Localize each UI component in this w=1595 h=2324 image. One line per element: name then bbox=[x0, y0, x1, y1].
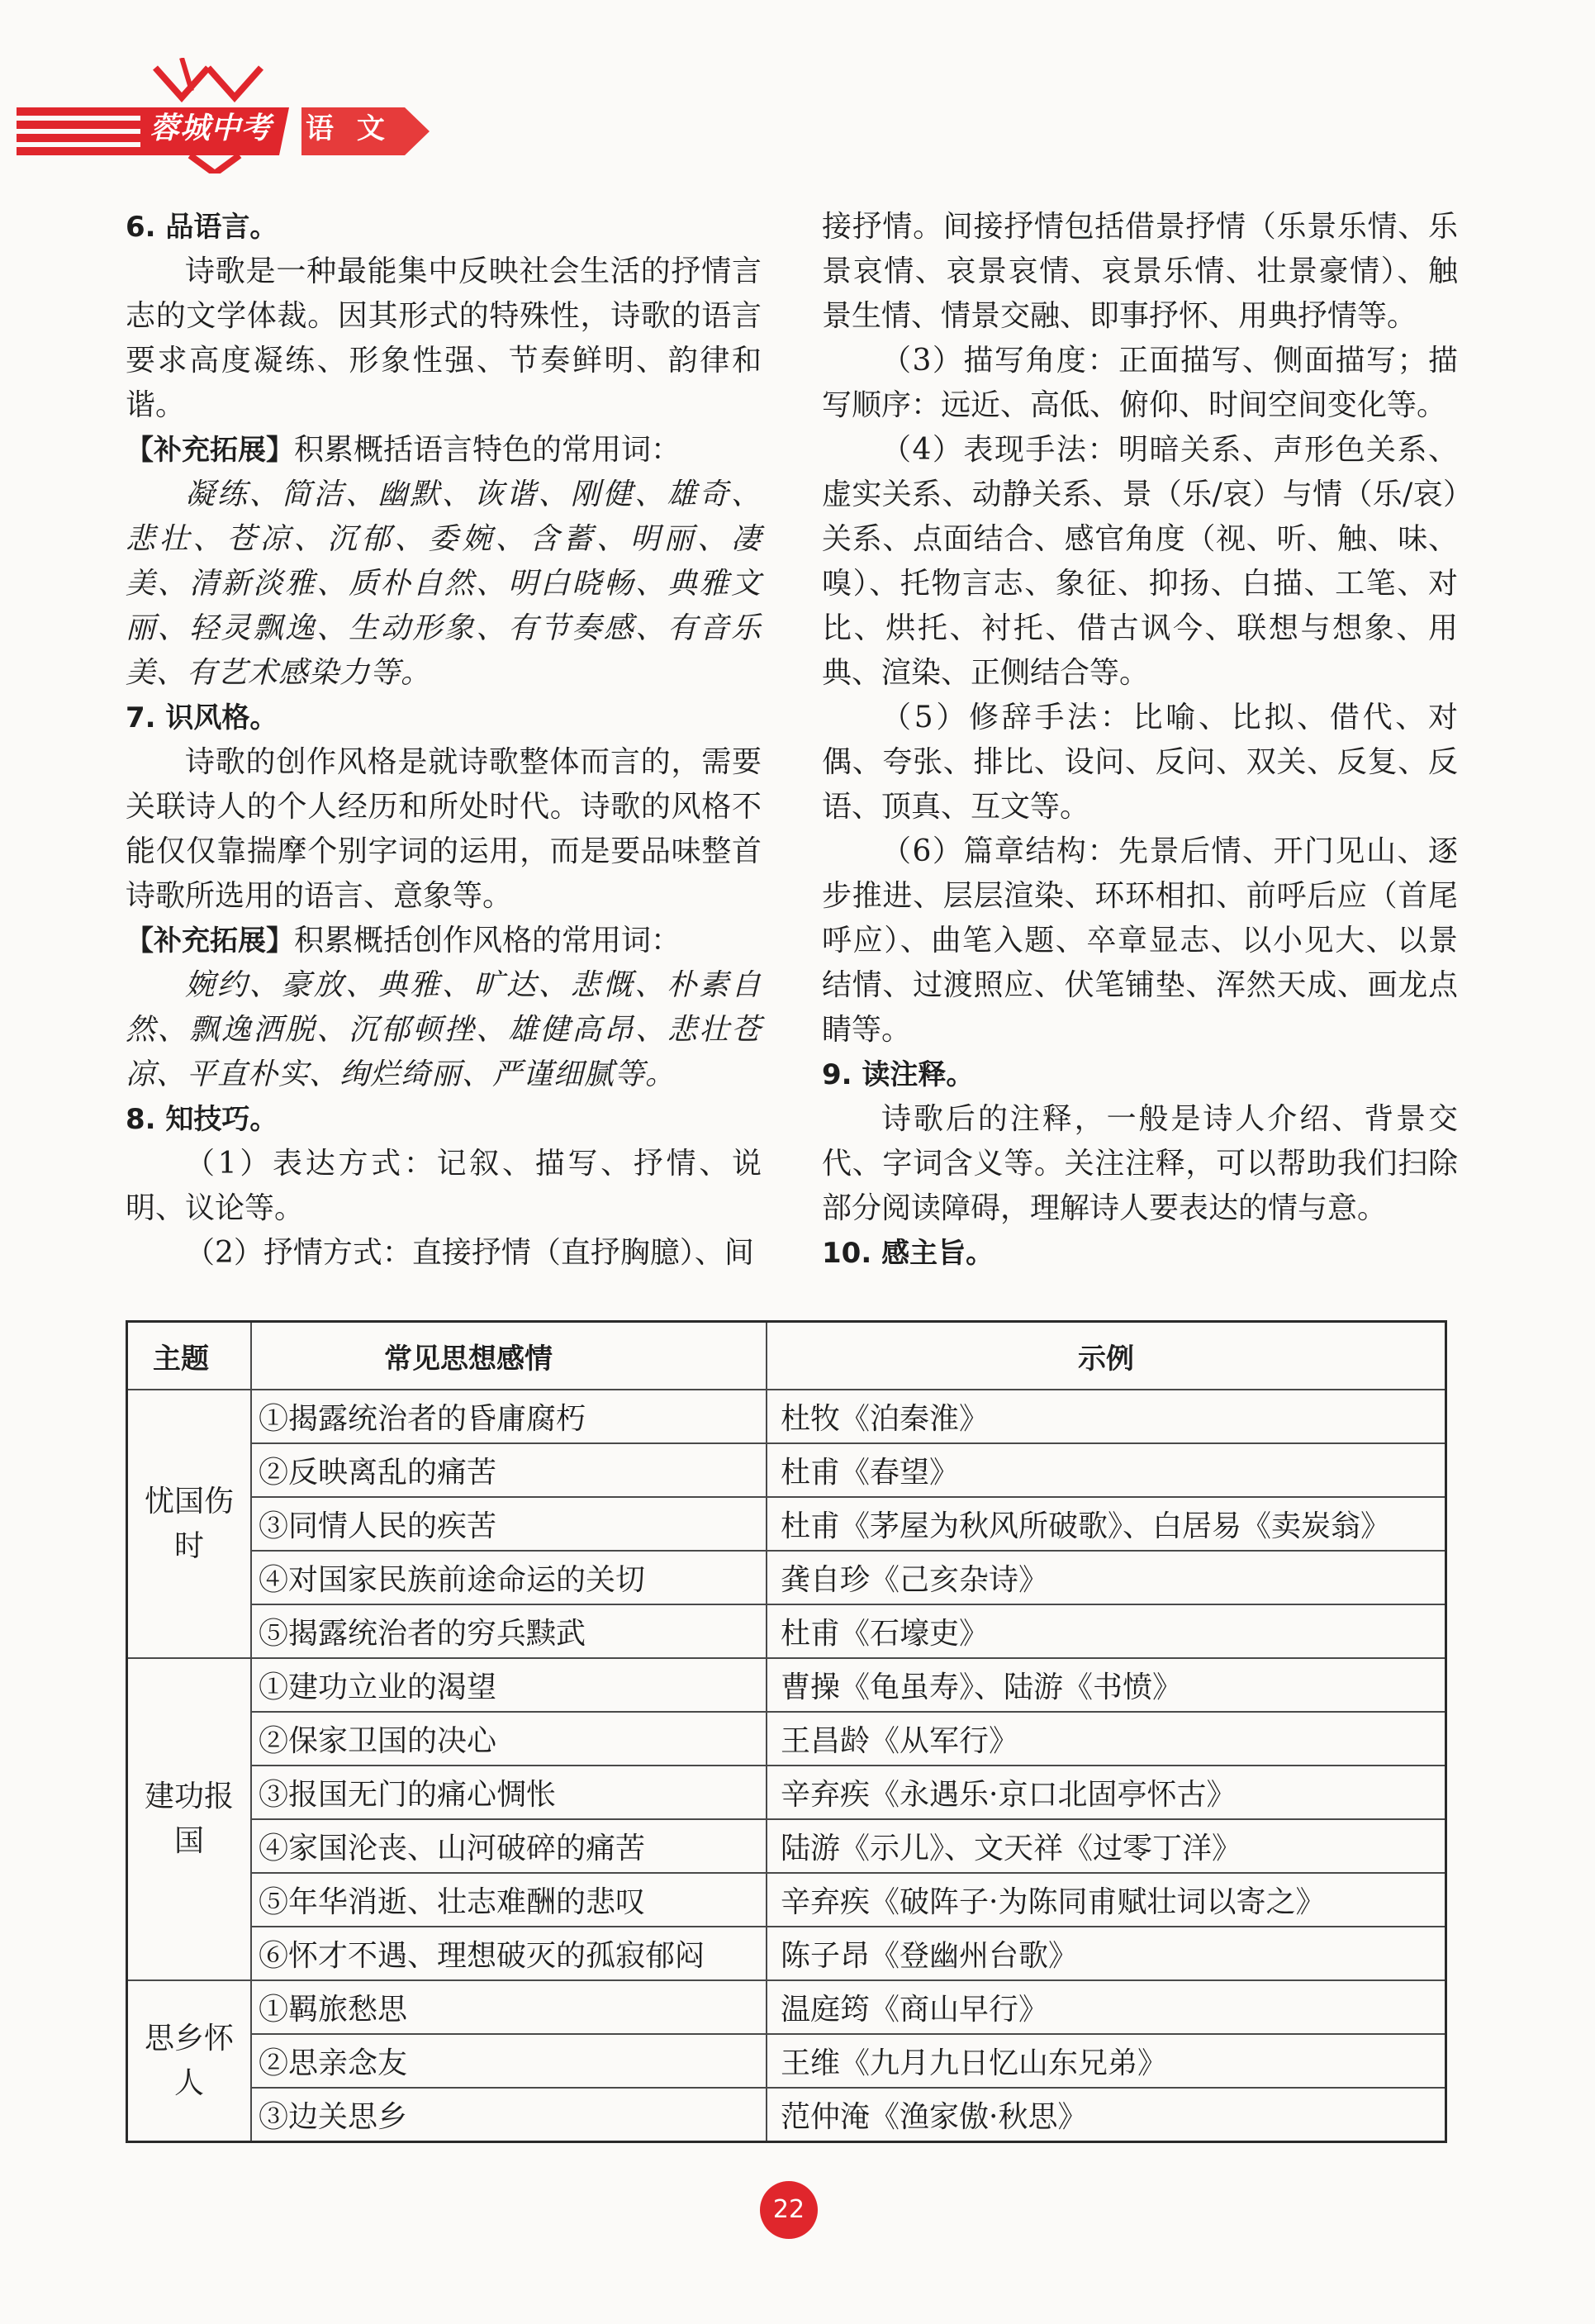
table-row bbox=[127, 2088, 1446, 2142]
feeling-cell: ③同情人民的疾苦 bbox=[251, 1497, 767, 1551]
theme-cell: 忧国伤时 bbox=[127, 1390, 252, 1658]
section-8-item-6: （6）篇章结构：先景后情、开门见山、逐步推进、层层渲染、环环相扣、前呼后应（首尾呼应）、曲笔入题、卒章显志、以小见大、以景结情、过渡照应、伏笔铺垫、浑然天成、画龙点睛等。 bbox=[822, 834, 1458, 1047]
example-cell: 杜牧《泊秦淮》 bbox=[767, 1390, 1446, 1443]
example-cell: 王维《九月九日忆山东兄弟》 bbox=[767, 2034, 1446, 2088]
section-7-title: 7. 识风格。 bbox=[126, 701, 278, 734]
feeling-cell: ⑥怀才不遇、理想破灭的孤寂郁闷 bbox=[251, 1927, 767, 1980]
section-9-paragraph: 诗歌后的注释，一般是诗人介绍、背景交代、字词含义等。关注注释，可以帮助我们扫除部分阅读障碍，理解诗人要表达的情与意。 bbox=[822, 1102, 1458, 1225]
theme-feelings-table bbox=[126, 1320, 1447, 2143]
example-cell: 辛弃疾《破阵子·为陈同甫赋壮词以寄之》 bbox=[767, 1873, 1446, 1927]
section-8-item-2: （2）抒情方式：直接抒情（直抒胸臆）、间 bbox=[185, 1236, 754, 1270]
header-theme: 主题 bbox=[127, 1322, 252, 1390]
section-9-title: 9. 读注释。 bbox=[822, 1058, 975, 1091]
table-row bbox=[127, 1927, 1446, 1980]
section-10-title: 10. 感主旨。 bbox=[822, 1237, 995, 1270]
example-cell: 王昌龄《从军行》 bbox=[767, 1712, 1446, 1766]
example-cell: 辛弃疾《永遇乐·京口北固亭怀古》 bbox=[767, 1766, 1446, 1819]
page-header bbox=[0, 0, 1595, 198]
section-6-paragraph: 诗歌是一种最能集中反映社会生活的抒情言志的文学体裁。因其形式的特殊性，诗歌的语言要求高度凝练、形象性强、节奏鲜明、韵律和谐。 bbox=[126, 254, 762, 422]
feeling-cell: ②思亲念友 bbox=[251, 2034, 767, 2088]
example-cell: 杜甫《茅屋为秋风所破歌》、白居易《卖炭翁》 bbox=[767, 1497, 1446, 1551]
example-cell: 陈子昂《登幽州台歌》 bbox=[767, 1927, 1446, 1980]
feeling-cell: ④家国沦丧、山河破碎的痛苦 bbox=[251, 1819, 767, 1873]
section-8-item-5: （5）修辞手法：比喻、比拟、借代、对偶、夸张、排比、设问、反问、双关、反复、反语、顶真、互文等。 bbox=[822, 701, 1458, 824]
table-row bbox=[127, 2034, 1446, 2088]
theme-cell: 建功报国 bbox=[127, 1658, 252, 1980]
section-6-title: 6. 品语言。 bbox=[126, 211, 278, 244]
page-number: 22 bbox=[760, 2181, 818, 2239]
table-row bbox=[127, 1712, 1446, 1766]
section-8-title: 8. 知技巧。 bbox=[126, 1103, 278, 1136]
table-row bbox=[127, 1443, 1446, 1497]
feeling-cell: ②反映离乱的痛苦 bbox=[251, 1443, 767, 1497]
example-cell: 龚自珍《己亥杂诗》 bbox=[767, 1551, 1446, 1604]
table-row bbox=[127, 1658, 1446, 1712]
section-7-word-list: 婉约、豪放、典雅、旷达、悲慨、朴素自然、飘逸洒脱、沉郁顿挫、雄健高昂、悲壮苍凉、平直朴实、绚烂绮丽、严谨细腻等。 bbox=[126, 968, 762, 1091]
section-6-supplement bbox=[126, 428, 762, 473]
supplement-tag: 【补充拓展】 bbox=[126, 434, 294, 467]
table-row bbox=[127, 1604, 1446, 1658]
feeling-cell: ②保家卫国的决心 bbox=[251, 1712, 767, 1766]
table-row bbox=[127, 1980, 1446, 2034]
supplement-text: 积累概括语言特色的常用词： bbox=[294, 433, 681, 467]
table-row bbox=[127, 1819, 1446, 1873]
example-cell: 范仲淹《渔家傲·秋思》 bbox=[767, 2088, 1446, 2142]
table-row bbox=[127, 1766, 1446, 1819]
subject-label: 语 文 bbox=[306, 112, 392, 145]
feeling-cell: ④对国家民族前途命运的关切 bbox=[251, 1551, 767, 1604]
right-column bbox=[822, 205, 1458, 1276]
feeling-cell: ③边关思乡 bbox=[251, 2088, 767, 2142]
section-8-item-4: （4）表现手法：明暗关系、声形色关系、虚实关系、动静关系、景（乐/哀）与情（乐/哀）关系、点面结合、感官角度（视、听、触、味、嗅）、托物言志、象征、抑扬、白描、工笔、对比、烘托、衬托、借古讽今、联想与想象、用典、渲染、正侧结合等。 bbox=[822, 433, 1458, 690]
brand-logo-text: 蓉城中考 bbox=[149, 112, 272, 145]
section-7-paragraph: 诗歌的创作风格是就诗歌整体而言的，需要关联诗人的个人经历和所处时代。诗歌的风格不能仅仅靠揣摩个别字词的运用，而是要品味整首诗歌所选用的语言、意象等。 bbox=[126, 745, 762, 913]
section-6-word-list: 凝练、简洁、幽默、诙谐、刚健、雄奇、悲壮、苍凉、沉郁、委婉、含蓄、明丽、凄美、清新淡雅、质朴自然、明白晓畅、典雅文丽、轻灵飘逸、生动形象、有节奏感、有音乐美、有艺术感染力等。 bbox=[126, 478, 762, 690]
example-cell: 陆游《示儿》、文天祥《过零丁洋》 bbox=[767, 1819, 1446, 1873]
section-8-item-2-continued: 接抒情。间接抒情包括借景抒情（乐景乐情、乐景哀情、哀景哀情、哀景乐情、壮景豪情）、触景生情、情景交融、即事抒怀、用典抒情等。 bbox=[822, 210, 1458, 333]
feeling-cell: ①羁旅愁思 bbox=[251, 1980, 767, 2034]
table-row bbox=[127, 1873, 1446, 1927]
section-8-item-3: （3）描写角度：正面描写、侧面描写；描写顺序：远近、高低、俯仰、时间空间变化等。 bbox=[822, 344, 1458, 422]
supplement-tag: 【补充拓展】 bbox=[126, 924, 294, 958]
header-feeling: 常见思想感情 bbox=[251, 1322, 767, 1390]
header-example: 示例 bbox=[767, 1322, 1446, 1390]
example-cell: 杜甫《石壕吏》 bbox=[767, 1604, 1446, 1658]
table-row bbox=[127, 1497, 1446, 1551]
feeling-cell: ①建功立业的渴望 bbox=[251, 1658, 767, 1712]
supplement-text: 积累概括创作风格的常用词： bbox=[294, 924, 681, 958]
section-8-item-1: （1）表达方式：记叙、描写、抒情、说明、议论等。 bbox=[126, 1147, 762, 1225]
left-column bbox=[126, 205, 762, 1276]
example-cell: 曹操《龟虽寿》、陆游《书愤》 bbox=[767, 1658, 1446, 1712]
section-7-supplement bbox=[126, 919, 762, 963]
feeling-cell: ⑤年华消逝、壮志难酬的悲叹 bbox=[251, 1873, 767, 1927]
feeling-cell: ③报国无门的痛心惆怅 bbox=[251, 1766, 767, 1819]
table-header-row bbox=[127, 1322, 1446, 1390]
table-row bbox=[127, 1551, 1446, 1604]
feeling-cell: ⑤揭露统治者的穷兵黩武 bbox=[251, 1604, 767, 1658]
example-cell: 温庭筠《商山早行》 bbox=[767, 1980, 1446, 2034]
feeling-cell: ①揭露统治者的昏庸腐朽 bbox=[251, 1390, 767, 1443]
theme-cell: 思乡怀人 bbox=[127, 1980, 252, 2142]
example-cell: 杜甫《春望》 bbox=[767, 1443, 1446, 1497]
table-row bbox=[127, 1390, 1446, 1443]
